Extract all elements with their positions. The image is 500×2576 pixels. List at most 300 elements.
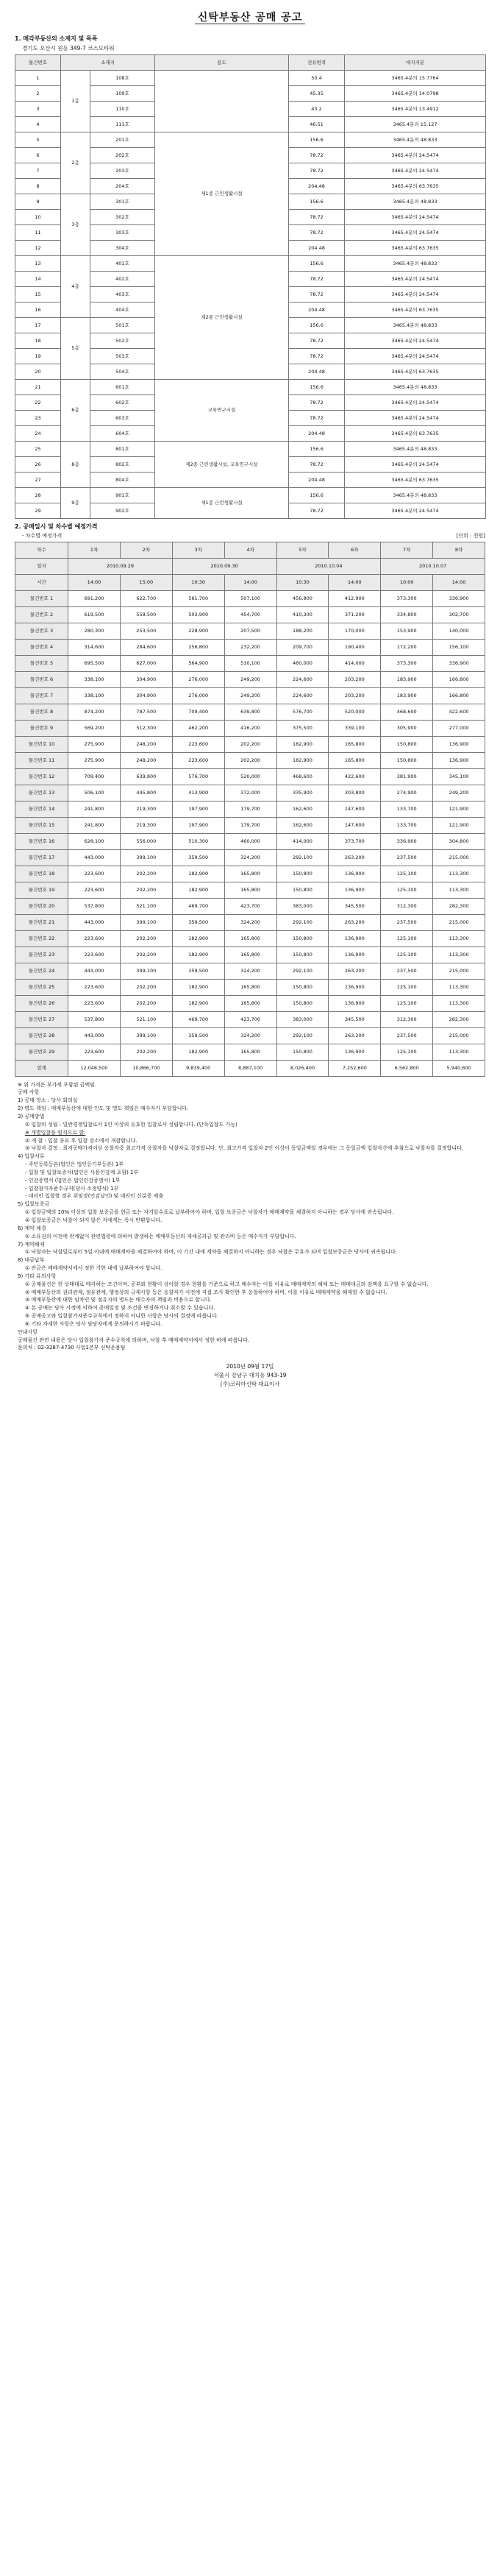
price-row-label: 물건번호 21 [15, 914, 68, 930]
time-cell: 14:00 [68, 574, 121, 590]
price-cell: 510,300 [172, 833, 224, 849]
price-cell: 462,200 [172, 720, 224, 736]
price-cell: 275,900 [68, 736, 121, 752]
note-line: - 입찰 및 입찰보증서(법인은 사용인감계 포함) 1부 [25, 1169, 139, 1175]
item-number: 2 [15, 85, 61, 101]
price-cell: 874,200 [68, 704, 121, 720]
price-cell: 339,100 [329, 720, 381, 736]
price-cell: 223,600 [172, 736, 224, 752]
price-row [15, 849, 485, 866]
price-cell: 197,900 [172, 801, 224, 817]
price-cell: 215,000 [433, 963, 485, 979]
note-line: ② 매매부동산의 권리관계, 점유관계, 행정상의 규제사항 등은 응찰자가 사전에 직접 조사 확인한 후 응찰하여야 하며, 이를 이유로 매매계약을 해제할 수 없습니다. [25, 1289, 388, 1295]
price-cell: 280,300 [68, 623, 121, 639]
use-label: 제2종 근린생활시설 [155, 255, 289, 379]
price-row [15, 623, 485, 639]
price-row [15, 995, 485, 1011]
total-cell: 10,866,700 [120, 1060, 172, 1076]
price-cell: 302,700 [433, 606, 485, 623]
exclusive-area: 204.48 [289, 178, 345, 194]
price-cell: 256,800 [172, 639, 224, 655]
price-row-label: 물건번호 26 [15, 995, 68, 1011]
price-cell: 182,900 [276, 752, 329, 768]
price-cell: 215,000 [433, 914, 485, 930]
price-cell: 345,100 [433, 768, 485, 785]
time-cell: 10:30 [276, 574, 329, 590]
price-cell: 305,900 [381, 720, 433, 736]
price-cell: 202,200 [120, 946, 172, 963]
land-share: 3465.4분의 48.833 [345, 379, 486, 394]
exclusive-area: 156.6 [289, 194, 345, 209]
price-cell: 125,100 [381, 866, 433, 882]
price-cell: 443,000 [68, 1027, 121, 1044]
price-cell: 202,200 [120, 866, 172, 882]
exclusive-area: 78.72 [289, 271, 345, 286]
price-cell: 253,500 [120, 623, 172, 639]
price-cell: 150,800 [276, 882, 329, 898]
use-label: 제1종 근린생활시설 [155, 132, 289, 255]
item-number: 20 [15, 364, 61, 379]
item-number: 7 [15, 163, 61, 178]
header-use: 용도 [155, 54, 289, 70]
floor-label: 4층 [61, 255, 90, 317]
price-cell: 443,000 [68, 849, 121, 866]
price-cell: 336,900 [433, 590, 485, 606]
price-cell: 576,700 [276, 704, 329, 720]
table-row [15, 487, 486, 503]
total-cell: 5,940,600 [433, 1060, 485, 1076]
price-cell: 241,800 [68, 801, 121, 817]
note-line: ② 개 찰 : 입찰 종료 후 입찰 장소에서 개찰합니다. [25, 1137, 138, 1144]
price-row-label: 물건번호 4 [15, 639, 68, 655]
use-label: 교육연구시설 [155, 379, 289, 441]
price-cell: 324,200 [224, 1027, 276, 1044]
footer-company: (주)코리아신탁 대표이사 [220, 1381, 280, 1388]
price-row-label: 물건번호 18 [15, 866, 68, 882]
price-cell: 274,900 [381, 785, 433, 801]
price-cell: 413,900 [172, 785, 224, 801]
note-line: - 주민등록등본(법인은 법인등기부등본) 1부 [25, 1161, 124, 1168]
note-line: ④ 본 공매는 당사 사정에 의하여 공매일정 및 조건을 변경하거나 취소할 수 있습니다. [25, 1305, 215, 1312]
note-line: ① 공매물건은 현 상태대로 매각하는 조건이며, 공부와 현황이 상이할 경우 현황을 기준으로 하고 매수자는 이를 이유로 매매계약의 해제 또는 매매대금의 감액을 요구할 수 없습니다. [25, 1281, 429, 1287]
price-cell: 113,300 [433, 866, 485, 882]
price-cell: 182,900 [172, 995, 224, 1011]
unit-number: 301호 [90, 194, 155, 209]
price-cell: 338,100 [68, 671, 121, 687]
unit-number: 504호 [90, 364, 155, 379]
land-share: 3465.4분의 24.5474 [345, 286, 486, 302]
table-row [15, 70, 486, 85]
floor-label: 8층 [61, 441, 90, 487]
price-cell: 223,600 [68, 1044, 121, 1060]
exclusive-area: 78.72 [289, 410, 345, 425]
price-cell: 170,000 [329, 623, 381, 639]
price-row-label: 물건번호 17 [15, 849, 68, 866]
price-cell: 165,800 [224, 930, 276, 946]
exclusive-area: 156.6 [289, 487, 345, 503]
note-line: ① 입찰의 성립 : 일반경쟁입찰로서 1인 이상의 유효한 입찰로서 성립합니다. (단독입찰도 가능) [25, 1121, 238, 1128]
item-number: 22 [15, 394, 61, 410]
property-list-table [15, 54, 486, 519]
price-cell: 179,700 [224, 801, 276, 817]
note-line: 공매 사항 [18, 1089, 40, 1096]
land-share: 3465.4분의 48.833 [345, 487, 486, 503]
land-share: 3465.4분의 24.5474 [345, 348, 486, 364]
note-line: ① 소유권의 이전에 관계없이 관련법령에 의하여 발생하는 매매부동산의 제세공과금 및 관리비 등은 매수자가 부담합니다. [25, 1233, 296, 1239]
exclusive-area: 156.6 [289, 379, 345, 394]
price-cell: 691,200 [68, 590, 121, 606]
price-cell: 150,800 [276, 866, 329, 882]
price-cell: 113,300 [433, 946, 485, 963]
land-share: 3465.4분의 63.7635 [345, 302, 486, 317]
price-cell: 179,700 [224, 817, 276, 833]
price-row-label: 물건번호 29 [15, 1044, 68, 1060]
table-row [15, 255, 486, 271]
note-line: 7) 계약해제 [18, 1241, 45, 1248]
total-cell: 12,048,500 [68, 1060, 121, 1076]
price-row [15, 1044, 485, 1060]
price-cell: 125,100 [381, 882, 433, 898]
item-number: 27 [15, 472, 61, 487]
price-cell: 162,600 [276, 817, 329, 833]
price-cell: 136,900 [329, 930, 381, 946]
land-share: 3465.4분의 15.127 [345, 116, 486, 132]
price-cell: 136,900 [329, 882, 381, 898]
price-cell: 443,000 [68, 914, 121, 930]
price-cell: 414,000 [276, 833, 329, 849]
price-row [15, 833, 485, 849]
item-number: 21 [15, 379, 61, 394]
price-cell: 165,800 [224, 995, 276, 1011]
price-cell: 263,200 [329, 914, 381, 930]
price-cell: 324,200 [224, 849, 276, 866]
note-line: 안내사항 [18, 1328, 38, 1335]
unit-number: 402호 [90, 271, 155, 286]
price-cell: 335,900 [276, 785, 329, 801]
price-cell: 512,300 [120, 720, 172, 736]
exclusive-area: 78.72 [289, 147, 345, 163]
price-row [15, 930, 485, 946]
item-number: 29 [15, 503, 61, 518]
price-cell: 410,300 [276, 606, 329, 623]
price-cell: 125,100 [381, 946, 433, 963]
price-cell: 209,700 [276, 639, 329, 655]
note-line: ※ 위 가격은 부가세 포함된 금액임. [18, 1081, 97, 1088]
price-cell: 324,200 [224, 914, 276, 930]
round-cell: 8차 [433, 542, 485, 558]
dates-label: 일자 [15, 558, 68, 574]
price-cell: 166,800 [433, 671, 485, 687]
footer-date: 2010년 09월 17일 [226, 1363, 274, 1370]
price-cell: 564,900 [172, 655, 224, 671]
price-cell: 324,200 [224, 963, 276, 979]
note-line: 9) 기타 유의사항 [18, 1273, 57, 1279]
price-cell: 423,700 [224, 1011, 276, 1027]
price-cell: 456,800 [276, 590, 329, 606]
price-row [15, 704, 485, 720]
price-cell: 248,200 [120, 752, 172, 768]
price-cell: 336,900 [433, 655, 485, 671]
exclusive-area: 156.6 [289, 255, 345, 271]
price-cell: 312,300 [381, 1011, 433, 1027]
price-cell: 303,800 [329, 785, 381, 801]
unit-number: 204호 [90, 178, 155, 194]
price-cell: 182,900 [172, 946, 224, 963]
round-cell: 7차 [381, 542, 433, 558]
time-cell: 14:00 [329, 574, 381, 590]
exclusive-area: 78.72 [289, 209, 345, 224]
price-row-label: 물건번호 3 [15, 623, 68, 639]
price-row [15, 606, 485, 623]
price-cell: 359,500 [172, 849, 224, 866]
time-cell: 10:30 [172, 574, 224, 590]
price-cell: 399,100 [120, 963, 172, 979]
price-cell: 292,100 [276, 849, 329, 866]
price-cell: 182,900 [172, 930, 224, 946]
price-cell: 359,500 [172, 1027, 224, 1044]
price-cell: 381,900 [381, 768, 433, 785]
price-cell: 165,800 [224, 866, 276, 882]
price-cell: 183,900 [381, 687, 433, 704]
total-label: 합계 [15, 1060, 68, 1076]
round-cell: 5차 [276, 542, 329, 558]
price-row [15, 882, 485, 898]
price-row-label: 물건번호 8 [15, 704, 68, 720]
price-row-label: 물건번호 1 [15, 590, 68, 606]
price-cell: 503,900 [172, 606, 224, 623]
price-cell: 228,900 [172, 623, 224, 639]
price-cell: 695,500 [68, 655, 121, 671]
item-number: 8 [15, 178, 61, 194]
price-cell: 202,200 [120, 882, 172, 898]
exclusive-area: 204.48 [289, 240, 345, 255]
price-cell: 237,500 [381, 963, 433, 979]
land-share: 3465.4분의 13.4912 [345, 101, 486, 116]
price-row [15, 817, 485, 833]
note-line: 문의처 : 02-3287-4730 사업1본부 신탁운용팀 [18, 1345, 126, 1351]
price-cell: 373,700 [329, 833, 381, 849]
price-cell: 468,600 [276, 768, 329, 785]
table-row [15, 379, 486, 394]
item-number: 23 [15, 410, 61, 425]
document-title: 신탁부동산 공매 공고 [15, 12, 485, 25]
price-row [15, 720, 485, 736]
item-number: 19 [15, 348, 61, 364]
price-cell: 215,000 [433, 849, 485, 866]
price-cell: 314,600 [68, 639, 121, 655]
price-cell: 182,900 [172, 979, 224, 995]
price-cell: 202,200 [224, 736, 276, 752]
land-share: 3465.4분의 63.7635 [345, 472, 486, 487]
price-row-label: 물건번호 12 [15, 768, 68, 785]
price-cell: 136,900 [433, 736, 485, 752]
round-cell: 3차 [172, 542, 224, 558]
price-cell: 202,200 [120, 979, 172, 995]
item-number: 13 [15, 255, 61, 271]
total-cell: 6,562,800 [381, 1060, 433, 1076]
price-row-label: 물건번호 15 [15, 817, 68, 833]
price-cell: 383,000 [276, 1011, 329, 1027]
price-row-label: 물건번호 28 [15, 1027, 68, 1044]
price-cell: 469,700 [172, 1011, 224, 1027]
unit-number: 801호 [90, 441, 155, 456]
unit-number: 108호 [90, 70, 155, 85]
exclusive-area: 204.48 [289, 364, 345, 379]
price-cell: 292,100 [276, 1027, 329, 1044]
unit-number: 501호 [90, 317, 155, 333]
price-cell: 113,300 [433, 995, 485, 1011]
price-row-label: 물건번호 19 [15, 882, 68, 898]
price-cell: 460,000 [276, 655, 329, 671]
round-cell: 2차 [120, 542, 172, 558]
exclusive-area: 204.48 [289, 302, 345, 317]
price-cell: 277,000 [433, 720, 485, 736]
price-cell: 223,600 [68, 995, 121, 1011]
price-cell: 304,800 [433, 833, 485, 849]
unit-number: 503호 [90, 348, 155, 364]
price-cell: 561,700 [172, 590, 224, 606]
land-share: 3465.4분의 24.5474 [345, 456, 486, 472]
price-cell: 345,500 [329, 1011, 381, 1027]
total-cell: 9,839,400 [172, 1060, 224, 1076]
price-cell: 412,900 [329, 590, 381, 606]
exclusive-area: 78.72 [289, 503, 345, 518]
price-cell: 263,200 [329, 963, 381, 979]
price-row-label: 물건번호 13 [15, 785, 68, 801]
price-cell: 622,700 [120, 590, 172, 606]
note-line: ① 잔금은 매매계약서에서 정한 기한 내에 납부하여야 합니다. [25, 1265, 162, 1272]
price-cell: 372,000 [224, 785, 276, 801]
price-subheading: - 차수별 예정가격 [22, 532, 63, 539]
note-line: 6) 계약 체결 [18, 1225, 46, 1231]
price-cell: 537,800 [68, 898, 121, 914]
use-label: 제2종 근린생활시설, 교육연구시설 [155, 441, 289, 487]
price-cell: 537,800 [68, 1011, 121, 1027]
round-cell: 6차 [329, 542, 381, 558]
footer [15, 1362, 485, 1389]
price-cell: 249,200 [433, 785, 485, 801]
price-cell: 336,900 [381, 833, 433, 849]
price-cell: 443,000 [68, 963, 121, 979]
round-cell: 4차 [224, 542, 276, 558]
price-row-label: 물건번호 11 [15, 752, 68, 768]
exclusive-area: 204.48 [289, 472, 345, 487]
price-cell: 520,000 [224, 768, 276, 785]
unit-number: 303호 [90, 224, 155, 240]
date-cell: 2010.10.04 [276, 558, 381, 574]
item-number: 9 [15, 194, 61, 209]
price-cell: 125,100 [381, 1044, 433, 1060]
price-cell: 399,100 [120, 914, 172, 930]
floor-label: 9층 [61, 487, 90, 518]
land-share: 3465.4분의 48.833 [345, 317, 486, 333]
unit-number: 111호 [90, 116, 155, 132]
item-number: 15 [15, 286, 61, 302]
price-cell: 125,100 [381, 930, 433, 946]
unit-number: 110호 [90, 101, 155, 116]
exclusive-area: 156.6 [289, 441, 345, 456]
price-cell: 147,600 [329, 817, 381, 833]
price-cell: 202,200 [120, 930, 172, 946]
price-cell: 182,900 [276, 736, 329, 752]
price-cell: 263,200 [329, 849, 381, 866]
price-cell: 165,800 [329, 736, 381, 752]
price-cell: 383,000 [276, 898, 329, 914]
price-row-label: 물건번호 7 [15, 687, 68, 704]
price-schedule-body [15, 542, 485, 1076]
price-row [15, 655, 485, 671]
price-row-label: 물건번호 24 [15, 963, 68, 979]
price-cell: 165,800 [224, 979, 276, 995]
exclusive-area: 204.48 [289, 425, 345, 441]
price-cell: 203,200 [329, 671, 381, 687]
dates-row [15, 558, 485, 574]
note-line: - 입찰참가자준수규칙(당사 소정양식) 1부 [25, 1185, 119, 1192]
land-share: 3465.4분의 15.7764 [345, 70, 486, 85]
price-cell: 150,800 [276, 930, 329, 946]
price-cell: 188,200 [276, 623, 329, 639]
note-line: ③ 낙찰자 결정 : 최저공매가격이상 응찰자중 최고가격 응찰자를 낙찰자로 결정합니다. 단, 최고가격 입찰자 2인 이상이 동일금액일 경우에는 그 동일금액 입찰자간에 추첨으로 낙찰자를 결정합니다. [25, 1145, 464, 1152]
price-row-label: 물건번호 23 [15, 946, 68, 963]
price-cell: 223,600 [68, 946, 121, 963]
price-schedule-table [15, 542, 485, 1077]
price-cell: 375,500 [276, 720, 329, 736]
land-share: 3465.4분의 24.5474 [345, 410, 486, 425]
price-cell: 136,900 [329, 1044, 381, 1060]
item-number: 17 [15, 317, 61, 333]
price-cell: 639,800 [224, 704, 276, 720]
price-row [15, 671, 485, 687]
price-cell: 241,800 [68, 817, 121, 833]
exclusive-area: 78.72 [289, 348, 345, 364]
price-row-label: 물건번호 14 [15, 801, 68, 817]
price-cell: 223,600 [172, 752, 224, 768]
land-share: 3465.4분의 24.5474 [345, 163, 486, 178]
price-cell: 113,300 [433, 882, 485, 898]
price-cell: 219,300 [120, 817, 172, 833]
unit-number: 901호 [90, 487, 155, 503]
price-row-label: 물건번호 6 [15, 671, 68, 687]
price-cell: 203,200 [329, 687, 381, 704]
price-cell: 276,000 [172, 687, 224, 704]
price-cell: 359,500 [172, 914, 224, 930]
item-number: 1 [15, 70, 61, 85]
price-cell: 619,500 [68, 606, 121, 623]
note-line: 3) 공매방법 [18, 1114, 45, 1119]
exclusive-area: 78.72 [289, 163, 345, 178]
price-cell: 558,500 [120, 606, 172, 623]
floor-label: 2층 [61, 132, 90, 194]
land-share: 3465.4분의 48.833 [345, 441, 486, 456]
price-cell: 628,100 [68, 833, 121, 849]
price-row-label: 물건번호 9 [15, 720, 68, 736]
price-cell: 165,800 [224, 946, 276, 963]
price-cell: 334,800 [381, 606, 433, 623]
price-cell: 182,900 [172, 882, 224, 898]
land-share: 3465.4분의 24.5474 [345, 333, 486, 348]
table-row [15, 132, 486, 147]
price-row [15, 687, 485, 704]
price-cell: 787,500 [120, 704, 172, 720]
price-cell: 224,600 [276, 687, 329, 704]
note-line: 5) 입찰보증금 [18, 1201, 50, 1208]
price-cell: 224,600 [276, 671, 329, 687]
price-cell: 133,700 [381, 801, 433, 817]
times-label: 시간 [15, 574, 68, 590]
total-cell: 7,252,600 [329, 1060, 381, 1076]
item-number: 18 [15, 333, 61, 348]
price-row-label: 물건번호 2 [15, 606, 68, 623]
